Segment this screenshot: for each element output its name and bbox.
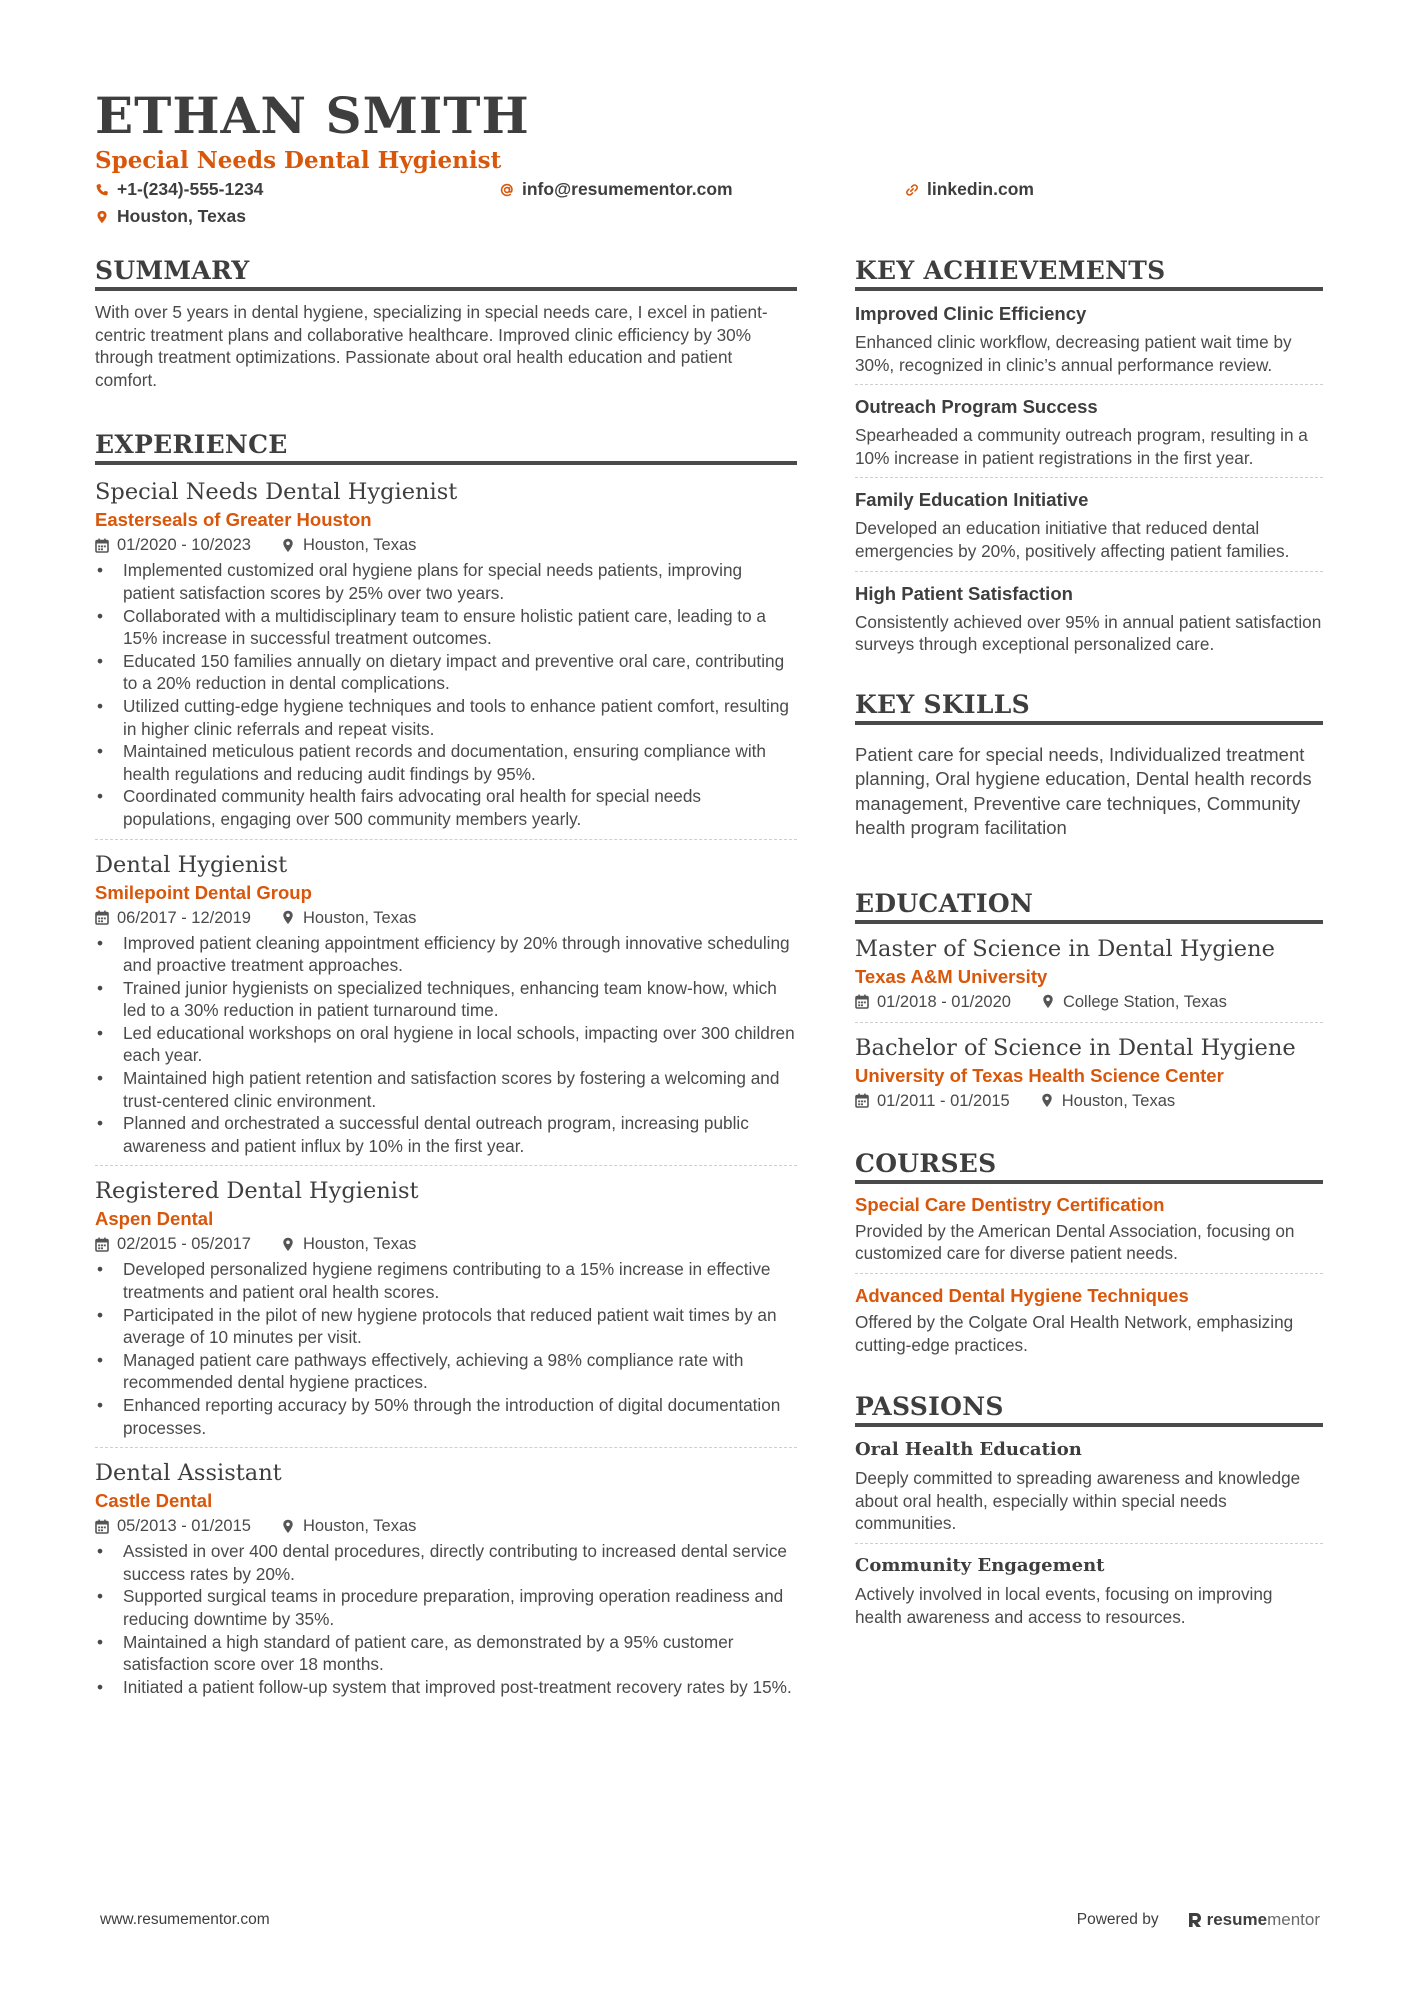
education-list: [855, 924, 1323, 1113]
date-range: 02/2015 - 05/2017: [117, 1235, 251, 1254]
date-location-row: [95, 1514, 797, 1538]
dates-group: [855, 990, 1011, 1014]
passions-section: [855, 1391, 1323, 1628]
candidate-role: Special Needs Dental Hygienist: [95, 147, 502, 174]
passion-title: Community Engagement: [855, 1554, 1105, 1576]
achievement-text: Spearheaded a community outreach program, resulting in a 10% increase in patient registrations in the first year.: [855, 425, 1308, 468]
degree-title: Bachelor of Science in Dental Hygiene: [855, 1034, 1296, 1061]
email-text: info@resumementor.com: [522, 179, 733, 199]
achievement-title: Outreach Program Success: [855, 396, 1098, 418]
date-range: 01/2020 - 10/2023: [117, 536, 251, 555]
course-item: [855, 1184, 1323, 1274]
job-title: Registered Dental Hygienist: [95, 1178, 419, 1205]
page-footer: [100, 1908, 1320, 1932]
location-group: [281, 906, 416, 930]
experience-item: [95, 1166, 797, 1448]
footer-branding: [1077, 1910, 1320, 1930]
experience-list: [95, 465, 797, 1698]
resume-header: [95, 86, 1325, 230]
passion-text: Actively involved in local events, focusing on improving health awareness and access to resources.: [855, 1583, 1273, 1627]
resumementor-logo-icon: [1187, 1911, 1203, 1929]
footer-url[interactable]: www.resumementor.com: [100, 1911, 270, 1928]
passion-item: [855, 1427, 1323, 1544]
passion-title: Oral Health Education: [855, 1439, 1082, 1461]
education-item: [855, 1023, 1323, 1113]
courses-section: [855, 1148, 1323, 1356]
bullet-item: • Coordinated community health fairs advocating oral health for special needs populations, engaging over 500 community members yearly.: [95, 785, 797, 830]
bullet-list: [95, 1258, 797, 1439]
linkedin-text: linkedin.com: [927, 179, 1034, 199]
company-name: Smilepoint Dental Group: [95, 881, 312, 903]
location-text: Houston, Texas: [302, 1517, 417, 1536]
bullet-item: • Maintained high patient retention and satisfaction scores by fostering a welcoming and trust-centered clinic environment.: [95, 1067, 797, 1112]
course-text: Offered by the Colgate Oral Health Network, emphasizing cutting-edge practices.: [855, 1311, 1294, 1355]
location-group: [1041, 990, 1227, 1014]
achievement-title: Improved Clinic Efficiency: [855, 303, 1087, 324]
contact-row: [95, 176, 1325, 203]
bullet-item: • Developed personalized hygiene regimens contributing to a 15% increase in effective treatments and patient oral health scores.: [95, 1258, 797, 1303]
location-group: [281, 533, 416, 557]
bullet-list: [95, 1540, 797, 1698]
passions-heading: PASSIONS: [855, 1391, 1323, 1427]
date-range: 06/2017 - 12/2019: [117, 908, 251, 927]
achievement-title: High Patient Satisfaction: [855, 582, 1073, 604]
brand-bold: resume: [1206, 1910, 1268, 1929]
company-name: Easterseals of Greater Houston: [95, 509, 372, 531]
map-pin-icon: [95, 210, 109, 224]
date-range: 01/2018 - 01/2020: [877, 992, 1011, 1011]
candidate-name: ETHAN SMITH: [95, 86, 530, 145]
date-location-row: [95, 1232, 797, 1256]
achievement-text: Consistently achieved over 95% in annual patient satisfaction surveys through exceptional personalized care.: [855, 611, 1322, 655]
email-contact[interactable]: [500, 179, 905, 200]
passion-text: Deeply committed to spreading awareness and knowledge about oral health, especially within special needs communities.: [855, 1468, 1301, 1534]
courses-heading: COURSES: [855, 1148, 1323, 1184]
dates-group: [95, 1232, 251, 1256]
bullet-item: • Led educational workshops on oral hygiene in local schools, impacting over 300 children each year.: [95, 1022, 797, 1067]
bullet-item: • Planned and orchestrated a successful dental outreach program, increasing public awareness and patient influx by 10% in the first year.: [95, 1112, 797, 1157]
phone-contact[interactable]: [95, 179, 500, 200]
location-text: Houston, Texas: [302, 536, 417, 555]
date-location-row: [855, 1089, 1323, 1113]
achievements-list: [855, 291, 1323, 656]
left-column: [95, 255, 797, 1698]
skills-heading: KEY SKILLS: [855, 689, 1323, 725]
bullet-item: • Maintained meticulous patient records and documentation, ensuring compliance with health regulations and reducing audit findings by 95%.: [95, 740, 797, 785]
phone-icon: [95, 183, 109, 197]
achievements-heading: KEY ACHIEVEMENTS: [855, 255, 1323, 291]
education-section: [855, 888, 1323, 1113]
map-pin-icon: [281, 1237, 295, 1252]
phone-text: +1-(234)-555-1234: [117, 179, 264, 199]
passion-item: [855, 1544, 1323, 1628]
location-text: College Station, Texas: [1062, 992, 1227, 1011]
date-location-row: [855, 990, 1323, 1014]
course-item: [855, 1274, 1323, 1356]
dates-group: [855, 1089, 1010, 1113]
map-pin-icon: [1041, 994, 1055, 1009]
school-name: University of Texas Health Science Center: [855, 1064, 1224, 1086]
right-column: [855, 255, 1323, 1628]
summary-text: With over 5 years in dental hygiene, specializing in special needs care, I excel in patient-centric treatment plans and collaborative healthcare. Improved clinic efficiency by 30% through treatment optimizations. Passionate about oral health education and patient comfort.: [95, 302, 768, 390]
education-heading: EDUCATION: [855, 888, 1323, 924]
location-group: [1040, 1089, 1175, 1113]
at-icon: [500, 183, 514, 197]
job-title: Dental Hygienist: [95, 851, 288, 878]
bullet-item: • Assisted in over 400 dental procedures, directly contributing to increased dental service success rates by 20%.: [95, 1540, 797, 1585]
calendar-icon: [855, 994, 869, 1009]
skills-text: Patient care for special needs, Individualized treatment planning, Oral hygiene education, Dental health records management, Preventive care techniques, Community health program facilitation: [855, 743, 1312, 839]
bullet-item: • Supported surgical teams in procedure preparation, improving operation readiness and reducing downtime by 35%.: [95, 1585, 797, 1630]
dates-group: [95, 533, 251, 557]
location-text: Houston, Texas: [117, 206, 247, 226]
bullet-item: • Educated 150 families annually on dietary impact and preventive oral care, contributing to a 20% reduction in dental complications.: [95, 650, 797, 695]
bullet-list: [95, 559, 797, 830]
experience-item: [95, 840, 797, 1167]
experience-section: [95, 429, 797, 1698]
powered-by-text: Powered by: [1076, 1911, 1159, 1928]
bullet-item: • Utilized cutting-edge hygiene techniques and tools to enhance patient comfort, resulting in higher clinic referrals and repeat visits.: [95, 695, 797, 740]
job-title: Dental Assistant: [95, 1460, 282, 1487]
achievement-item: [855, 478, 1323, 571]
courses-list: [855, 1184, 1323, 1356]
map-pin-icon: [1040, 1093, 1054, 1108]
location-group: [281, 1232, 416, 1256]
experience-heading: EXPERIENCE: [95, 429, 797, 465]
experience-item: [95, 1448, 797, 1698]
brand-light: mentor: [1267, 1910, 1320, 1929]
bullet-item: • Improved patient cleaning appointment efficiency by 20% through innovative scheduling and proactive treatment approaches.: [95, 932, 797, 977]
course-text: Provided by the American Dental Association, focusing on customized care for diverse patient needs.: [855, 1220, 1295, 1264]
achievement-item: [855, 291, 1323, 385]
dates-group: [95, 906, 251, 930]
summary-section: [95, 255, 797, 391]
company-name: Castle Dental: [95, 1490, 213, 1512]
brand-logo[interactable]: [1187, 1910, 1320, 1930]
date-range: 01/2011 - 01/2015: [877, 1091, 1010, 1110]
calendar-icon: [95, 1519, 109, 1534]
achievements-section: [855, 255, 1323, 656]
dates-group: [95, 1514, 251, 1538]
bullet-item: • Enhanced reporting accuracy by 50% through the introduction of digital documentation processes.: [95, 1394, 797, 1439]
achievement-item: [855, 572, 1323, 656]
bullet-list: [95, 932, 797, 1158]
achievement-title: Family Education Initiative: [855, 489, 1089, 511]
map-pin-icon: [281, 910, 295, 925]
calendar-icon: [95, 910, 109, 925]
date-range: 05/2013 - 01/2015: [117, 1517, 251, 1536]
bullet-item: • Participated in the pilot of new hygiene protocols that reduced patient wait times by an average of 10 minutes per visit.: [95, 1304, 797, 1349]
map-pin-icon: [281, 538, 295, 553]
achievement-item: [855, 385, 1323, 478]
link-icon: [905, 183, 919, 197]
skills-section: [855, 689, 1323, 841]
date-location-row: [95, 533, 797, 557]
calendar-icon: [95, 1237, 109, 1252]
achievement-text: Developed an education initiative that reduced dental emergencies by 20%, positively affecting patient families.: [855, 518, 1290, 561]
location-text: Houston, Texas: [302, 908, 417, 927]
summary-heading: SUMMARY: [95, 255, 797, 291]
map-pin-icon: [281, 1519, 295, 1534]
calendar-icon: [95, 538, 109, 553]
company-name: Aspen Dental: [95, 1208, 214, 1230]
education-item: [855, 924, 1323, 1023]
achievement-text: Enhanced clinic workflow, decreasing patient wait time by 30%, recognized in clinic’s annual performance review.: [855, 332, 1292, 375]
job-title: Special Needs Dental Hygienist: [95, 479, 458, 506]
calendar-icon: [855, 1093, 869, 1108]
bullet-item: • Collaborated with a multidisciplinary team to ensure holistic patient care, leading to a 15% increase in successful treatment outcomes.: [95, 605, 797, 650]
experience-item: [95, 465, 797, 839]
location-text: Houston, Texas: [302, 1235, 417, 1254]
bullet-item: • Maintained a high standard of patient care, as demonstrated by a 95% customer satisfaction score over 18 months.: [95, 1631, 797, 1676]
bullet-item: • Initiated a patient follow-up system that improved post-treatment recovery rates by 15%.: [95, 1676, 797, 1699]
bullet-item: • Trained junior hygienists on specialized techniques, enhancing team know-how, which led to a 30% reduction in patient turnaround time.: [95, 977, 797, 1022]
location-contact: [95, 206, 246, 227]
location-row: [95, 203, 1325, 230]
location-text: Houston, Texas: [1061, 1091, 1176, 1110]
degree-title: Master of Science in Dental Hygiene: [855, 935, 1275, 962]
linkedin-contact[interactable]: [905, 179, 1034, 200]
school-name: Texas A&M University: [855, 965, 1048, 987]
bullet-item: • Implemented customized oral hygiene plans for special needs patients, improving patient satisfaction scores by 25% over two years.: [95, 559, 797, 604]
passions-list: [855, 1427, 1323, 1628]
course-title: Advanced Dental Hygiene Techniques: [855, 1284, 1189, 1306]
location-group: [281, 1514, 416, 1538]
date-location-row: [95, 906, 797, 930]
course-title: Special Care Dentistry Certification: [855, 1193, 1165, 1215]
bullet-item: • Managed patient care pathways effectively, achieving a 98% compliance rate with recommended dental hygiene practices.: [95, 1349, 797, 1394]
